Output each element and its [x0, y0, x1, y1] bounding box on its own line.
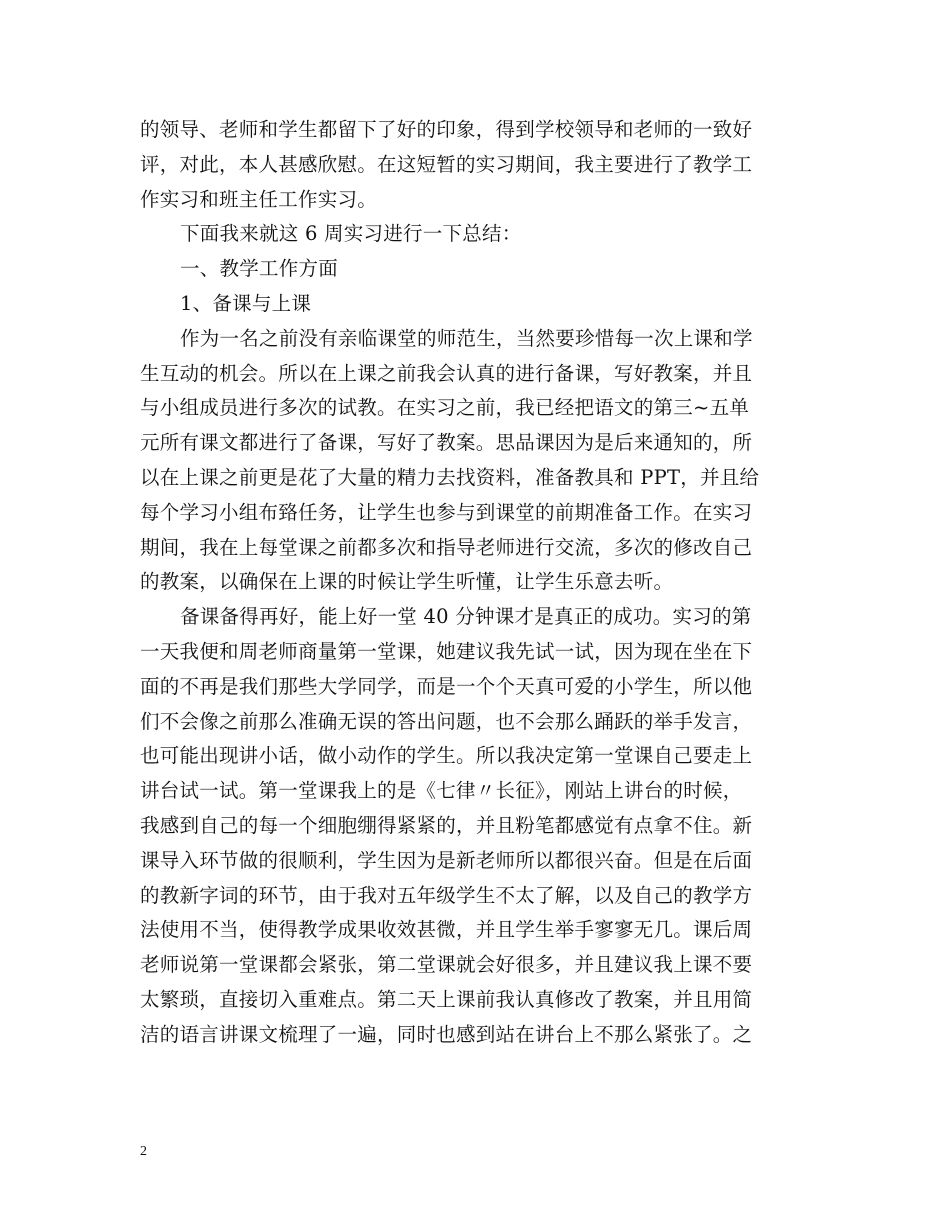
text-line: 们不会像之前那么准确无误的答出问题，也不会那么踊跃的举手发言，	[140, 709, 753, 733]
text-line: 期间，我在上每堂课之前都多次和指导老师进行交流，多次的修改自己	[140, 535, 753, 559]
body-text	[140, 113, 810, 1053]
text-line: 生互动的机会。所以在上课之前我会认真的进行备课，写好教案，并且	[140, 361, 753, 385]
section-heading: 一、教学工作方面	[180, 257, 339, 281]
text-line: 评，对此，本人甚感欣慰。在这短暂的实习期间，我主要进行了教学工	[140, 152, 753, 176]
text-line: 讲台试一试。第一堂课我上的是《七律〃长征》，刚站上讲台的时候，	[140, 779, 743, 803]
text-line: 的教新字词的环节，由于我对五年级学生不太了解，以及自己的教学方	[140, 883, 753, 907]
text-line: 也可能出现讲小话，做小动作的学生。所以我决定第一堂课自己要走上	[140, 744, 753, 768]
page-number: 2	[140, 1144, 147, 1159]
text-line: 元所有课文都进行了备课，写好了教案。思品课因为是后来通知的，所	[140, 431, 753, 455]
text-line: 面的不再是我们那些大学同学，而是一个个天真可爱的小学生，所以他	[140, 674, 753, 698]
text-line: 法使用不当，使得教学成果收效甚微，并且学生举手寥寥无几。课后周	[140, 918, 753, 942]
text-line: 作实习和班主任工作实习。	[140, 187, 378, 211]
text-line: 洁的语言讲课文梳理了一遍，同时也感到站在讲台上不那么紧张了。之	[140, 1022, 753, 1046]
text-line: 与小组成员进行多次的试教。在实习之前，我已经把语文的第三~五单	[140, 396, 750, 420]
text-line: 作为一名之前没有亲临课堂的师范生，当然要珍惜每一次上课和学	[180, 326, 753, 350]
text-line: 备课备得再好，能上好一堂 40 分钟课才是真正的成功。实习的第	[180, 605, 752, 629]
text-line: 每个学习小组布臵任务，让学生也参与到课堂的前期准备工作。在实习	[140, 500, 753, 524]
text-line: 一天我便和周老师商量第一堂课，她建议我先试一试，因为现在坐在下	[140, 639, 753, 663]
text-line: 下面我来就这 6 周实习进行一下总结：	[180, 222, 522, 246]
text-line: 的教案，以确保在上课的时候让学生听懂，让学生乐意去听。	[140, 570, 674, 594]
text-line: 以在上课之前更是花了大量的精力去找资料，准备教具和 PPT，并且给	[140, 465, 760, 489]
text-line: 的领导、老师和学生都留下了好的印象，得到学校领导和老师的一致好	[140, 118, 753, 141]
text-line: 老师说第一堂课都会紧张，第二堂课就会好很多，并且建议我上课不要	[140, 953, 753, 977]
text-line: 太繁琐，直接切入重难点。第二天上课前我认真修改了教案，并且用简	[140, 987, 753, 1011]
text-line: 我感到自己的每一个细胞绷得紧紧的，并且粉笔都感觉有点拿不住。新	[140, 813, 753, 837]
text-line: 课导入环节做的很顺利，学生因为是新老师所以都很兴奋。但是在后面	[140, 848, 753, 872]
subsection-heading: 1、备课与上课	[180, 291, 312, 315]
